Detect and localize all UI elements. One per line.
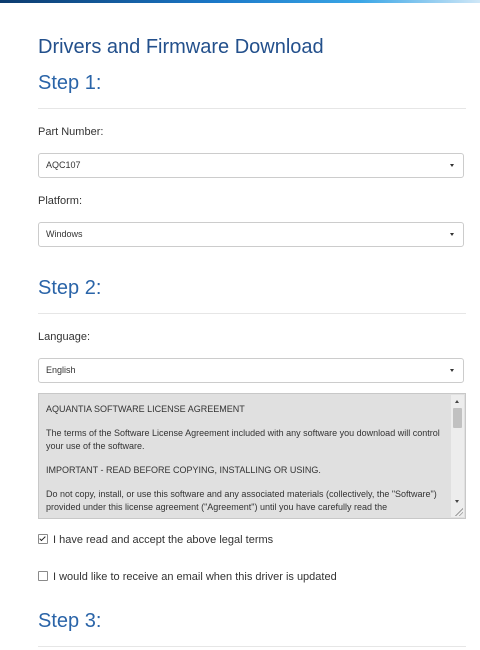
platform-select[interactable] (38, 222, 464, 247)
divider (38, 646, 466, 647)
caret-down-icon (450, 233, 454, 236)
license-paragraph: The terms of the Software License Agreement included with any software you download will control your use of the software. (46, 428, 440, 451)
notify-email-checkbox[interactable] (38, 571, 48, 581)
notify-email-row (38, 571, 337, 583)
divider (38, 108, 466, 109)
license-paragraph: IMPORTANT - READ BEFORE COPYING, INSTALLING OR USING. (46, 465, 321, 475)
license-heading: AQUANTIA SOFTWARE LICENSE AGREEMENT (46, 404, 245, 414)
top-accent-bar (0, 0, 480, 3)
language-value: English (46, 365, 76, 375)
accept-terms-checkbox[interactable] (38, 534, 48, 544)
license-textarea[interactable] (38, 393, 466, 519)
notify-email-label: I would like to receive an email when this driver is updated (53, 571, 337, 583)
resize-grip-icon[interactable] (455, 508, 463, 516)
page-title: Drivers and Firmware Download (38, 36, 324, 58)
part-number-value: AQC107 (46, 160, 81, 170)
part-number-select[interactable] (38, 153, 464, 178)
scroll-up-arrow-icon[interactable] (455, 400, 459, 403)
license-scrollbar[interactable] (451, 395, 464, 517)
scroll-thumb[interactable] (453, 408, 462, 428)
divider (38, 313, 466, 314)
platform-label: Platform: (38, 195, 83, 207)
license-text (46, 403, 451, 519)
scroll-down-arrow-icon[interactable] (455, 500, 459, 503)
accept-terms-label: I have read and accept the above legal terms (53, 534, 274, 546)
language-select[interactable] (38, 358, 464, 383)
step-2-title: Step 2: (38, 277, 102, 299)
step-3-title: Step 3: (38, 610, 102, 632)
caret-down-icon (450, 369, 454, 372)
language-label: Language: (38, 331, 90, 343)
platform-value: Windows (46, 229, 83, 239)
step-1-title: Step 1: (38, 72, 102, 94)
accept-terms-row (38, 534, 273, 546)
license-paragraph: Do not copy, install, or use this software and any associated materials (collectively, the "Software") provided under this license agreement ("Agreement") until you have carefully read the (46, 489, 437, 512)
caret-down-icon (450, 164, 454, 167)
part-number-label: Part Number: (38, 126, 104, 138)
